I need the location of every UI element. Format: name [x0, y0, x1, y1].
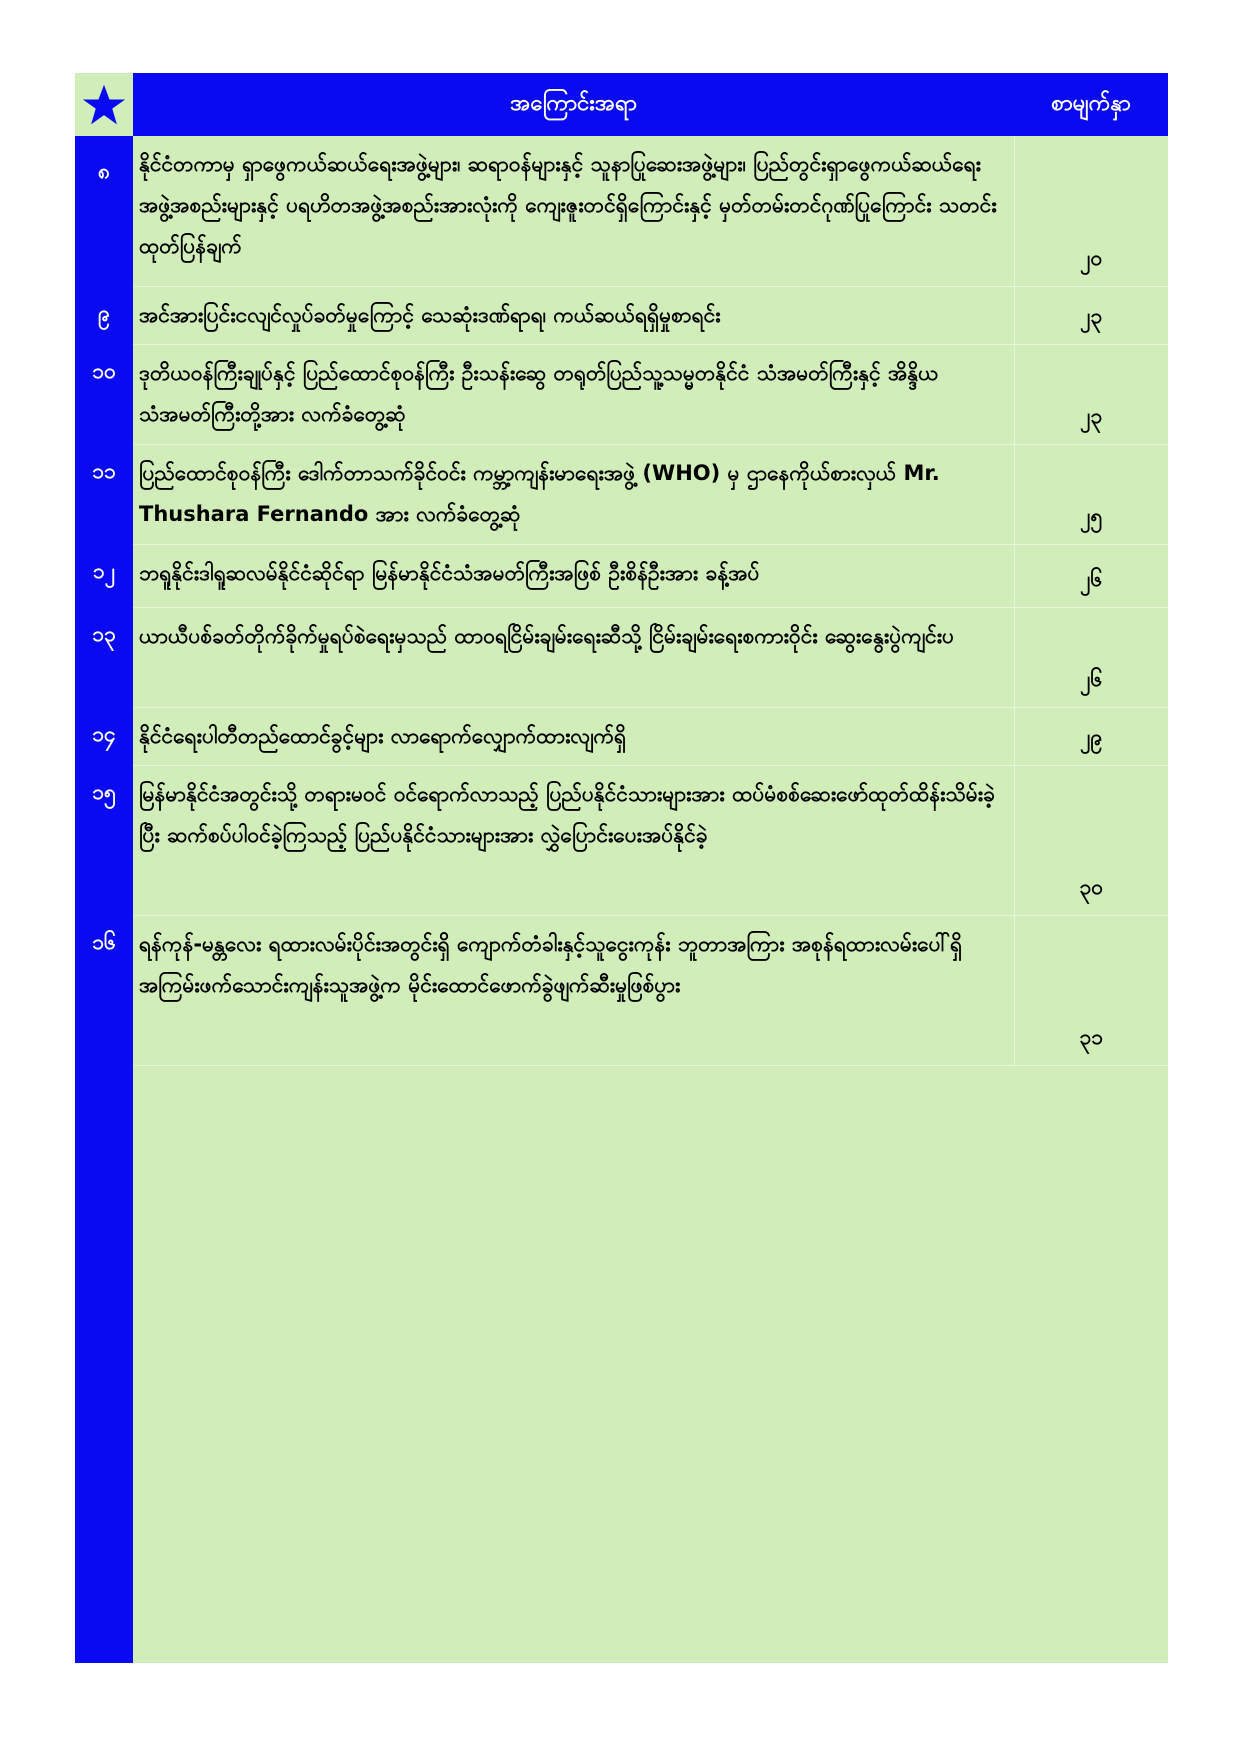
entry-page: ၂၅: [1014, 444, 1168, 544]
toc-row[interactable]: [75, 136, 1168, 286]
entry-number: ၉: [75, 286, 133, 344]
entry-page: ၂၉: [1014, 707, 1168, 765]
entry-number: ၈: [75, 136, 133, 286]
empty-page-cell: [1014, 1483, 1168, 1663]
entry-page: ၂၀: [1014, 136, 1168, 286]
empty-number-cell: [75, 1281, 133, 1381]
empty-page-cell: [1014, 1173, 1168, 1281]
entry-title: ယာယီပစ်ခတ်တိုက်ခိုက်မှုရပ်စဲရေးမှသည် ထာဝရငြိမ်းချမ်းရေးဆီသို့ ငြိမ်းချမ်းရေးစကားဝိုင်း ဆွေးနွေးပွဲကျင်းပ: [133, 607, 1014, 707]
empty-row: [75, 1381, 1168, 1483]
toc-row[interactable]: [75, 707, 1168, 765]
toc-row[interactable]: [75, 765, 1168, 915]
toc-row[interactable]: [75, 915, 1168, 1065]
empty-number-cell: [75, 1381, 133, 1483]
entry-page: ၂၆: [1014, 544, 1168, 607]
entry-page: ၃၀: [1014, 765, 1168, 915]
toc-row[interactable]: [75, 286, 1168, 344]
toc-row[interactable]: [75, 607, 1168, 707]
empty-title-cell: [133, 1381, 1014, 1483]
entry-title: မြန်မာနိုင်ငံအတွင်းသို့ တရားမဝင် ဝင်ရောက်လာသည့် ပြည်ပနိုင်ငံသားများအား ထပ်မံစစ်ဆေးဖော်ထုတ်ထိန်းသိမ်းခဲ့ပြီး ဆက်စပ်ပါဝင်ခဲ့ကြသည့် ပြည်ပနိုင်ငံသားများအား လွှဲပြောင်းပေးအပ်နိုင်ခဲ့: [133, 765, 1014, 915]
empty-title-cell: [133, 1173, 1014, 1281]
header-star-cell: [75, 73, 133, 136]
entry-number: ၁၂: [75, 544, 133, 607]
empty-row: [75, 1173, 1168, 1281]
empty-row: [75, 1281, 1168, 1381]
entry-title: ဒုတိယဝန်ကြီးချုပ်နှင့် ပြည်ထောင်စုဝန်ကြီး ဦးသန်းဆွေ တရုတ်ပြည်သူ့သမ္မတနိုင်ငံ သံအမတ်ကြီးနှင့် အိန္ဒိယသံအမတ်ကြီးတို့အား လက်ခံတွေ့ဆုံ: [133, 344, 1014, 444]
entry-number: ၁၁: [75, 444, 133, 544]
entry-title: နိုင်ငံရေးပါတီတည်ထောင်ခွင့်များ လာရောက်လျှောက်ထားလျက်ရှိ: [133, 707, 1014, 765]
entry-title: ပြည်ထောင်စုဝန်ကြီး ဒေါက်တာသက်ခိုင်ဝင်း ကမ္ဘာ့ကျန်းမာရေးအဖွဲ့ (WHO) မှ ဌာနေကိုယ်စားလှယ် Mr. Thushara Fernando အား လက်ခံတွေ့ဆုံ: [133, 444, 1014, 544]
entry-title: ဘရူနိုင်းဒါရူဆလမ်နိုင်ငံဆိုင်ရာ မြန်မာနိုင်ငံသံအမတ်ကြီးအဖြစ် ဦးစိန်ဦးအား ခန့်အပ်: [133, 544, 1014, 607]
empty-number-cell: [75, 1483, 133, 1663]
entry-page: ၂၃: [1014, 286, 1168, 344]
empty-title-cell: [133, 1281, 1014, 1381]
empty-page-cell: [1014, 1381, 1168, 1483]
empty-number-cell: [75, 1173, 133, 1281]
star-icon: [81, 82, 127, 128]
entry-number: ၁၀: [75, 344, 133, 444]
table-of-contents: [75, 73, 1168, 1663]
page-header: စာမျက်နှာ: [1014, 73, 1168, 136]
toc-row[interactable]: [75, 344, 1168, 444]
empty-title-cell: [133, 1065, 1014, 1173]
entry-number: ၁၄: [75, 707, 133, 765]
entry-page: ၂၃: [1014, 344, 1168, 444]
entry-number: ၁၆: [75, 915, 133, 1065]
entry-number: ၁၅: [75, 765, 133, 915]
empty-title-cell: [133, 1483, 1014, 1663]
empty-page-cell: [1014, 1281, 1168, 1381]
entry-title: နိုင်ငံတကာမှ ရှာဖွေကယ်ဆယ်ရေးအဖွဲ့များ၊ ဆရာဝန်များနှင့် သူနာပြုဆေးအဖွဲ့များ၊ ပြည်တွင်းရှာဖွေကယ်ဆယ်ရေးအဖွဲ့အစည်းများနှင့် ပရဟိတအဖွဲ့အစည်းအားလုံးကို ကျေးဇူးတင်ရှိကြောင်းနှင့် မှတ်တမ်းတင်ဂုဏ်ပြုကြောင်း သတင်းထုတ်ပြန်ချက်: [133, 136, 1014, 286]
toc-header-row: [75, 73, 1168, 136]
toc-row[interactable]: [75, 544, 1168, 607]
toc-row[interactable]: [75, 444, 1168, 544]
empty-number-cell: [75, 1065, 133, 1173]
entry-page: ၂၆: [1014, 607, 1168, 707]
empty-row: [75, 1065, 1168, 1173]
entry-number: ၁၃: [75, 607, 133, 707]
empty-page-cell: [1014, 1065, 1168, 1173]
entry-title: အင်အားပြင်းငလျင်လှုပ်ခတ်မှုကြောင့် သေဆုံးဒဏ်ရာရ၊ ကယ်ဆယ်ရရှိမှုစာရင်း: [133, 286, 1014, 344]
empty-row: [75, 1483, 1168, 1663]
entry-title: ရန်ကုန်-မန္တလေး ရထားလမ်းပိုင်းအတွင်းရှိ ကျောက်တံခါးနှင့်သူငွေးကုန်း ဘူတာအကြား အစုန်ရထားလမ်းပေါ်ရှိ အကြမ်းဖက်သောင်းကျန်းသူအဖွဲ့က မိုင်းထောင်ဖောက်ခွဲဖျက်ဆီးမှုဖြစ်ပွား: [133, 915, 1014, 1065]
contents-header: အကြောင်းအရာ: [133, 73, 1014, 136]
entry-page: ၃၁: [1014, 915, 1168, 1065]
